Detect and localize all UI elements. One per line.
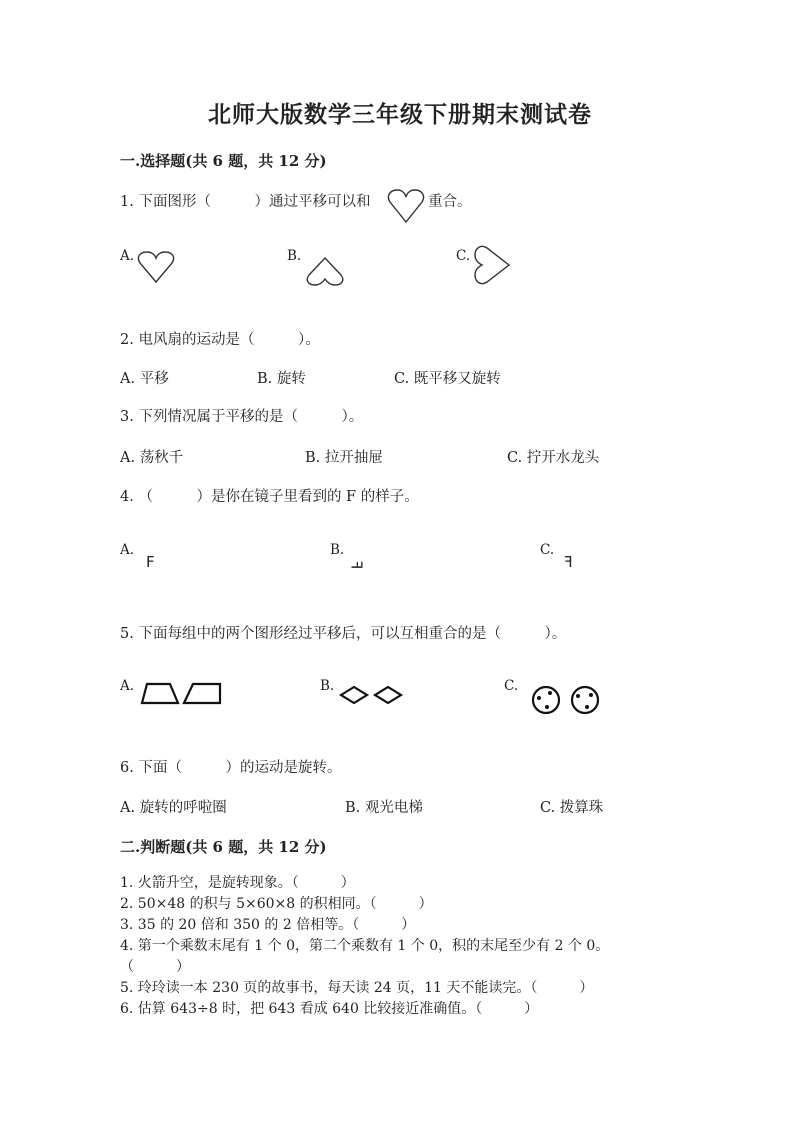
heart-rotated-figure xyxy=(472,244,512,286)
question-5-text: 5. 下面每组中的两个图形经过平移后，可以互相重合的是（ ）。 xyxy=(120,626,567,642)
q2-option-a[interactable]: A. 平移 xyxy=(120,371,169,387)
q6-option-a[interactable]: A. 旋转的呼啦圈 xyxy=(120,800,227,816)
circle-pair-figure xyxy=(530,685,604,715)
q5-option-c-label[interactable]: C. xyxy=(504,678,519,694)
question-4-text: 4. （ ）是你在镜子里看到的 F 的样子。 xyxy=(120,489,419,505)
tf-item-6: 6. 估算 643÷8 时，把 643 看成 640 比较接近准确值。（ ） xyxy=(120,1001,539,1017)
letter-f-rotated: F xyxy=(347,560,366,570)
q6-option-b[interactable]: B. 观光电梯 xyxy=(345,800,423,816)
letter-f-mirrored: F xyxy=(564,553,573,571)
letter-f-normal: F xyxy=(146,553,155,571)
q3-option-a[interactable]: A. 荡秋千 xyxy=(120,450,184,466)
q4-option-c-label[interactable]: C. xyxy=(540,542,555,558)
q2-option-b[interactable]: B. 旋转 xyxy=(257,371,306,387)
tf-item-2: 2. 50×48 的积与 5×60×8 的积相同。（ ） xyxy=(120,896,433,912)
q2-option-c[interactable]: C. 既平移又旋转 xyxy=(394,371,501,387)
tf-item-4: 4. 第一个乘数末尾有 1 个 0，第二个乘数有 1 个 0，积的末尾至少有 2 个 0。 xyxy=(120,938,610,954)
section-heading-true-false: 二.判断题(共 6 题，共 12 分) xyxy=(120,838,327,856)
section-heading-choice: 一.选择题(共 6 题，共 12 分) xyxy=(120,152,327,170)
heart-inverted-figure xyxy=(304,256,346,286)
q4-option-b-glyph-wrap xyxy=(347,555,366,574)
question-3-text: 3. 下列情况属于平移的是（ ）。 xyxy=(120,409,364,425)
heart-upright-figure xyxy=(136,250,176,286)
tf-item-3: 3. 35 的 20 倍和 350 的 2 倍相等。（ ） xyxy=(120,917,416,933)
q1-option-a-label[interactable]: A. xyxy=(120,248,135,264)
q3-option-c[interactable]: C. 拧开水龙头 xyxy=(507,450,600,466)
q4-option-a-glyph-wrap xyxy=(146,552,155,571)
q4-option-b-label[interactable]: B. xyxy=(330,542,345,558)
q5-option-b-label[interactable]: B. xyxy=(320,678,335,694)
q4-option-c-glyph-wrap xyxy=(564,552,573,571)
page-title: 北师大版数学三年级下册期末测试卷 xyxy=(208,101,592,128)
q6-option-c[interactable]: C. 拨算珠 xyxy=(540,800,604,816)
question-1-text: 1. 下面图形（ ）通过平移可以和 xyxy=(120,194,371,210)
q1-option-b-label[interactable]: B. xyxy=(287,248,302,264)
question-2-text: 2. 电风扇的运动是（ ）。 xyxy=(120,332,320,348)
trapezoid-pair-figure xyxy=(140,682,224,706)
question-6-text: 6. 下面（ ）的运动是旋转。 xyxy=(120,760,342,776)
q5-option-a-label[interactable]: A. xyxy=(120,678,135,694)
q3-option-b[interactable]: B. 拉开抽屉 xyxy=(305,450,383,466)
rhombus-pair-figure xyxy=(338,684,406,706)
q1-option-c-label[interactable]: C. xyxy=(456,248,471,264)
tf-item-5: 5. 玲玲读一本 230 页的故事书，每天读 24 页，11 天不能读完。（ ） xyxy=(120,980,594,996)
tf-item-1: 1. 火箭升空，是旋转现象。（ ） xyxy=(120,875,355,891)
heart-reference-figure xyxy=(386,188,426,226)
tf-item-4-bracket: （ ） xyxy=(120,959,190,975)
question-1-text-end: 重合。 xyxy=(428,194,472,210)
q4-option-a-label[interactable]: A. xyxy=(120,542,135,558)
